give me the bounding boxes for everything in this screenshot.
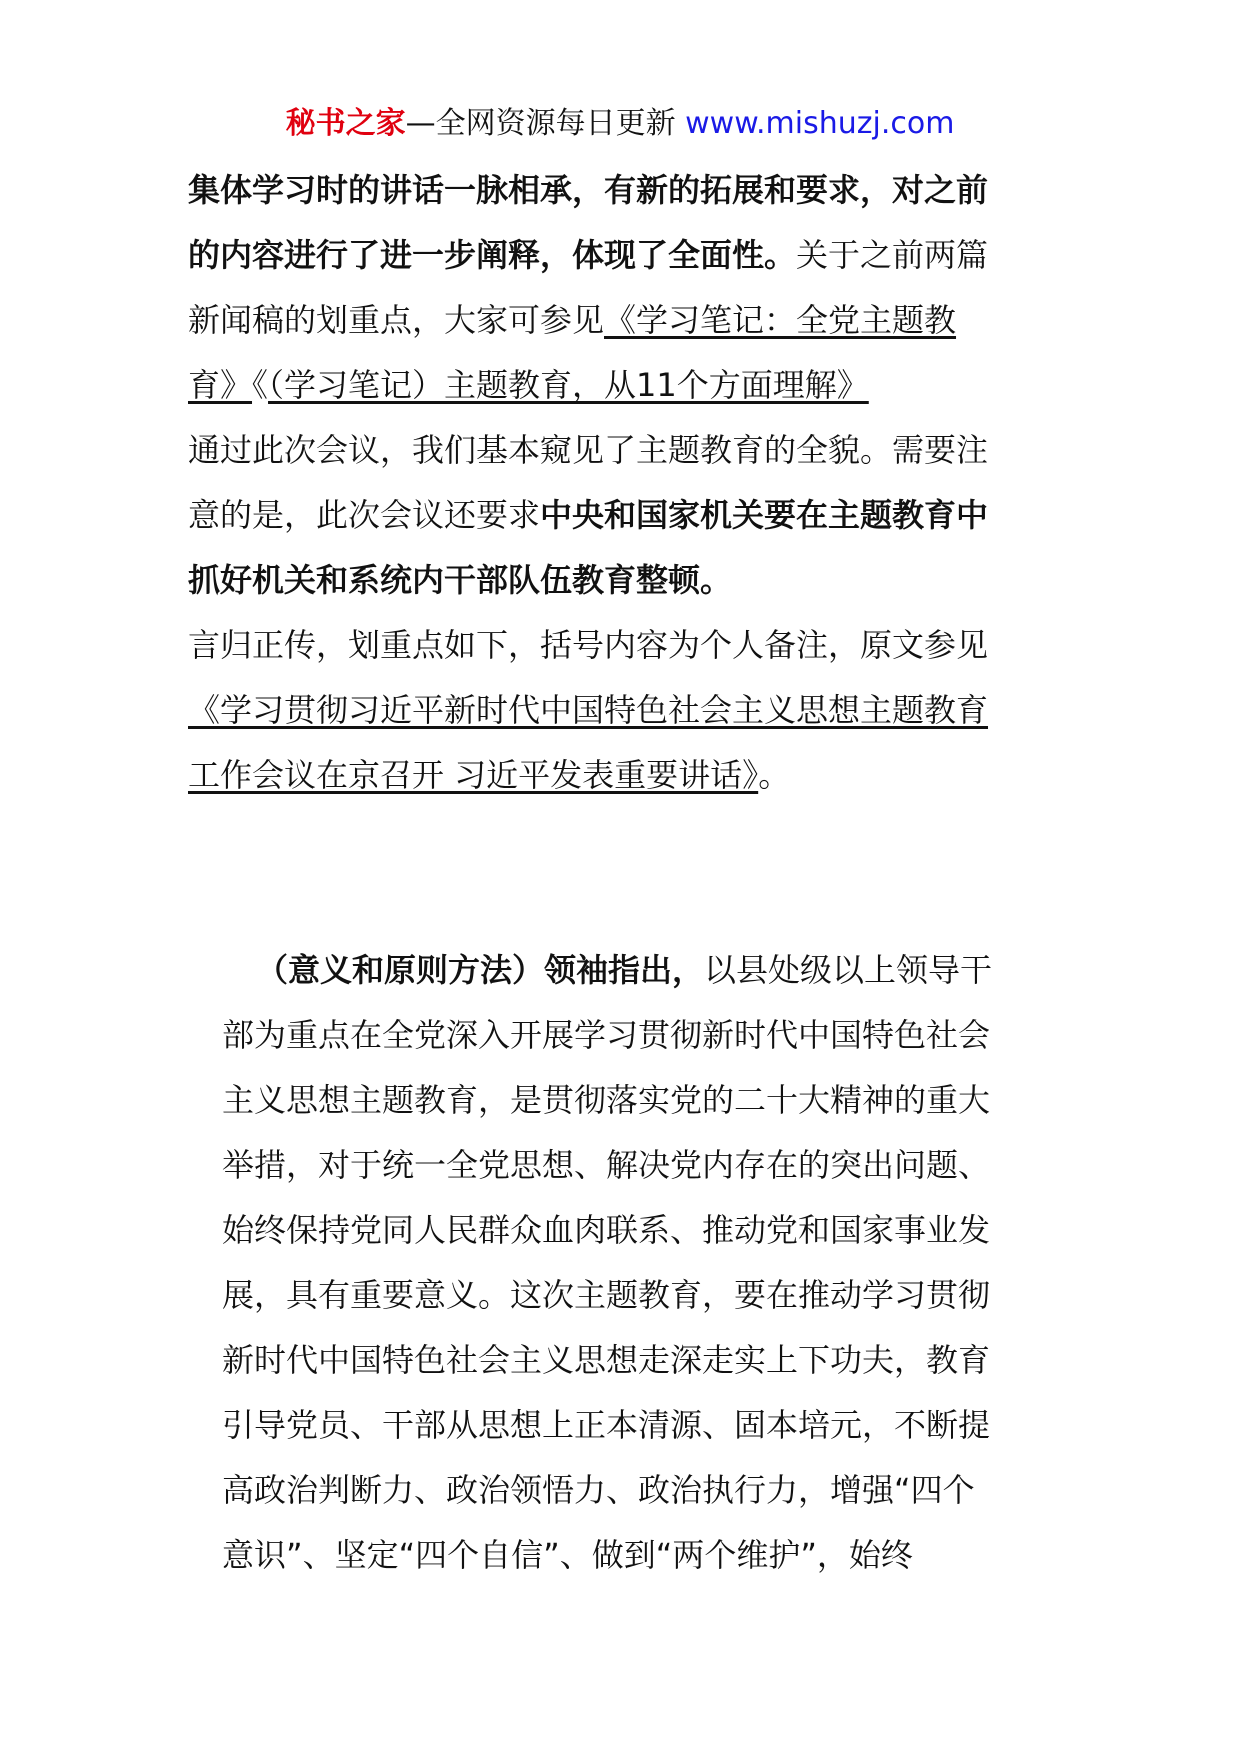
conference-article-link[interactable]: 《学习贯彻习近平新时代中国特色社会主义思想主题教育 bbox=[188, 691, 989, 729]
intro-line-4 bbox=[188, 353, 988, 418]
intro-line-6 bbox=[188, 483, 988, 548]
intro-text: 《 bbox=[252, 366, 269, 404]
intro-line-5: 通过此次会议，我们基本窥见了主题教育的全貌。需要注 bbox=[188, 431, 989, 469]
section-line-8: 引导党员、干部从思想上正本清源、固本培元，不断提 bbox=[222, 1406, 991, 1444]
section-line-5: 始终保持党同人民群众血肉联系、推动党和国家事业发 bbox=[222, 1211, 991, 1249]
section-paragraph bbox=[222, 938, 992, 1588]
section-text: 以县处级以上领导干 bbox=[704, 951, 993, 989]
section-line-10: 意识”、坚定“四个自信”、做到“两个维护”，始终 bbox=[222, 1536, 913, 1574]
section-line-6: 展，具有重要意义。这次主题教育，要在推动学习贯彻 bbox=[222, 1276, 991, 1314]
intro-bold-text: 的内容进行了进一步阐释，体现了全面性。 bbox=[188, 236, 797, 274]
site-url-link[interactable]: www.mishuzj.com bbox=[685, 106, 955, 141]
brand-name: 秘书之家 bbox=[285, 106, 406, 141]
intro-bold-text: 中央和国家机关要在主题教育中 bbox=[540, 496, 989, 534]
section-line-2: 部为重点在全党深入开展学习贯彻新时代中国特色社会 bbox=[222, 1016, 991, 1054]
section-line-9: 高政治判断力、政治领悟力、政治执行力，增强“四个 bbox=[222, 1471, 975, 1509]
intro-line-9 bbox=[188, 678, 988, 743]
study-notes-link[interactable]: 《学习笔记：全党主题教 bbox=[604, 301, 957, 339]
section-line-7: 新时代中国特色社会主义思想走深走实上下功夫，教育 bbox=[222, 1341, 991, 1379]
section-line-3: 主义思想主题教育，是贯彻落实党的二十大精神的重大 bbox=[222, 1081, 991, 1119]
conference-article-link-cont[interactable]: 工作会议在京召开 习近平发表重要讲话》 bbox=[188, 756, 759, 794]
section-heading-text: （意义和原则方法）领袖指出， bbox=[256, 951, 705, 989]
intro-line-3 bbox=[188, 288, 988, 353]
section-line-4: 举措，对于统一全党思想、解决党内存在的突出问题、 bbox=[222, 1146, 991, 1184]
section-line-1 bbox=[222, 938, 992, 1003]
site-header bbox=[0, 102, 1240, 146]
intro-line-10 bbox=[188, 743, 988, 808]
intro-text: 关于之前两篇 bbox=[796, 236, 989, 274]
eleven-aspects-link[interactable]: （学习笔记）主题教育，从11个方面理解》 bbox=[268, 366, 869, 404]
header-tagline: —全网资源每日更新 bbox=[405, 106, 676, 141]
intro-line-8: 言归正传，划重点如下，括号内容为个人备注，原文参见 bbox=[188, 626, 989, 664]
intro-line-1: 集体学习时的讲话一脉相承，有新的拓展和要求，对之前 bbox=[188, 171, 989, 209]
intro-text: 新闻稿的划重点，大家可参见 bbox=[188, 301, 605, 339]
intro-text: 意的是，此次会议还要求 bbox=[188, 496, 541, 534]
intro-paragraph bbox=[188, 158, 988, 808]
intro-line-7: 抓好机关和系统内干部队伍教育整顿。 bbox=[188, 561, 733, 599]
intro-line-2 bbox=[188, 223, 988, 288]
study-notes-link-cont[interactable]: 育》 bbox=[188, 366, 253, 404]
intro-text: 。 bbox=[758, 756, 791, 794]
